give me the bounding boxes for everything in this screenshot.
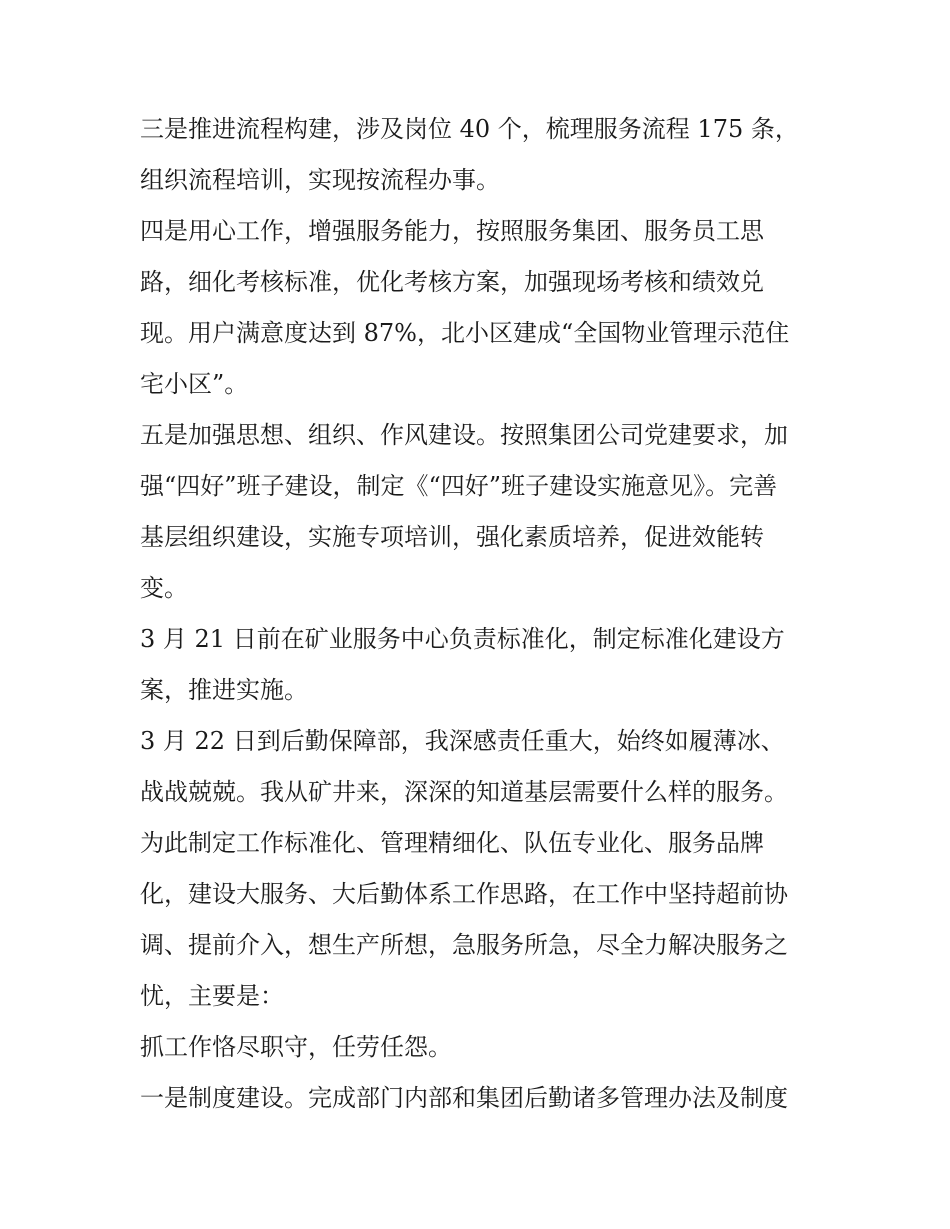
text-line: 化，建设大服务、大后勤体系工作思路，在工作中坚持超前协: [140, 880, 788, 908]
text-line: 调、提前介入，想生产所想，急服务所急，尽全力解决服务之: [140, 931, 788, 959]
text-line: 现。用户满意度达到 87%，北小区建成“全国物业管理示范住: [140, 319, 790, 347]
text-line: 组织流程培训，实现按流程办事。: [140, 166, 500, 194]
text-line: 忧，主要是：: [140, 982, 284, 1010]
text-line: 强“四好”班子建设，制定《“四好”班子建设实施意见》。完善: [140, 472, 778, 500]
text-line: 四是用心工作，增强服务能力，按照服务集团、服务员工思: [140, 217, 764, 245]
text-line: 3 月 21 日前在矿业服务中心负责标准化，制定标准化建设方: [140, 625, 785, 653]
text-line: 五是加强思想、组织、作风建设。按照集团公司党建要求，加: [140, 421, 788, 449]
text-line: 3 月 22 日到后勤保障部，我深感责任重大，始终如履薄冰、: [140, 727, 785, 755]
text-line: 抓工作恪尽职守，任劳任怨。: [140, 1033, 452, 1061]
text-line: 宅小区”。: [140, 370, 249, 398]
text-line: 为此制定工作标准化、管理精细化、队伍专业化、服务品牌: [140, 829, 764, 857]
text-line: 战战兢兢。我从矿井来，深深的知道基层需要什么样的服务。: [140, 778, 788, 806]
text-line: 基层组织建设，实施专项培训，强化素质培养，促进效能转: [140, 523, 764, 551]
text-line: 案，推进实施。: [140, 676, 308, 704]
text-line: 路，细化考核标准，优化考核方案，加强现场考核和绩效兑: [140, 268, 764, 296]
text-line: 三是推进流程构建，涉及岗位 40 个，梳理服务流程 175 条，: [140, 115, 799, 143]
text-line: 变。: [140, 574, 188, 602]
text-line: 一是制度建设。完成部门内部和集团后勤诸多管理办法及制度: [140, 1084, 788, 1112]
document-body-text: [140, 104, 820, 1124]
